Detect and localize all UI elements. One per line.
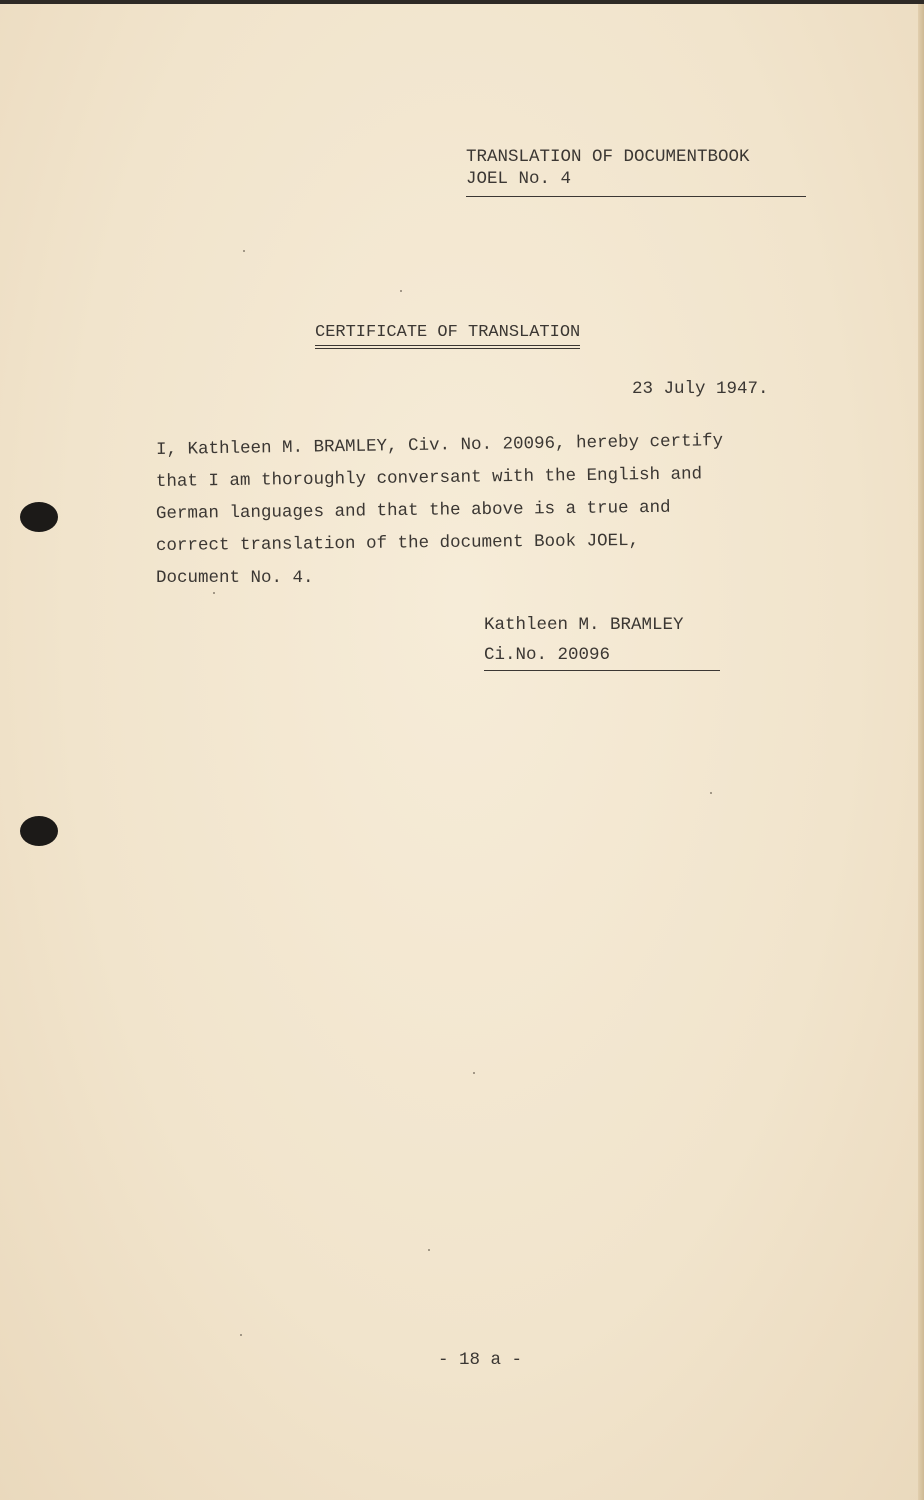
document-header (466, 146, 806, 197)
body-line: correct translation of the document Book JOEL, (155, 530, 640, 556)
body-line: I, Kathleen M. BRAMLEY, Civ. No. 20096, hereby certify (155, 431, 724, 460)
signature-name: Kathleen M. BRAMLEY (484, 615, 684, 635)
body-line: German languages and that the above is a true and (155, 497, 671, 524)
signature-civ-number: Ci.No. 20096 (484, 640, 720, 671)
punch-hole (20, 816, 58, 846)
paper-edge (918, 4, 924, 1500)
paper-speck (428, 1249, 430, 1251)
signature-block (484, 610, 720, 671)
paper-speck (473, 1072, 475, 1074)
certificate-title: CERTIFICATE OF TRANSLATION (315, 322, 580, 346)
paper-speck (240, 1334, 242, 1336)
header-rule (466, 196, 806, 197)
paper-speck (400, 290, 402, 292)
header-subtitle: JOEL No. 4 (466, 169, 572, 189)
body-line: that I am thoroughly conversant with the English and (155, 464, 703, 492)
page-number: - 18 a - (438, 1350, 523, 1370)
paper-speck (710, 792, 712, 794)
header-title: TRANSLATION OF DOCUMENTBOOK (466, 147, 750, 167)
paper-speck (213, 592, 215, 594)
punch-hole (20, 502, 58, 532)
paper-speck (243, 250, 245, 252)
body-line: Document No. 4. (156, 568, 314, 588)
certificate-date: 23 July 1947. (632, 379, 769, 399)
certificate-body (155, 431, 796, 594)
